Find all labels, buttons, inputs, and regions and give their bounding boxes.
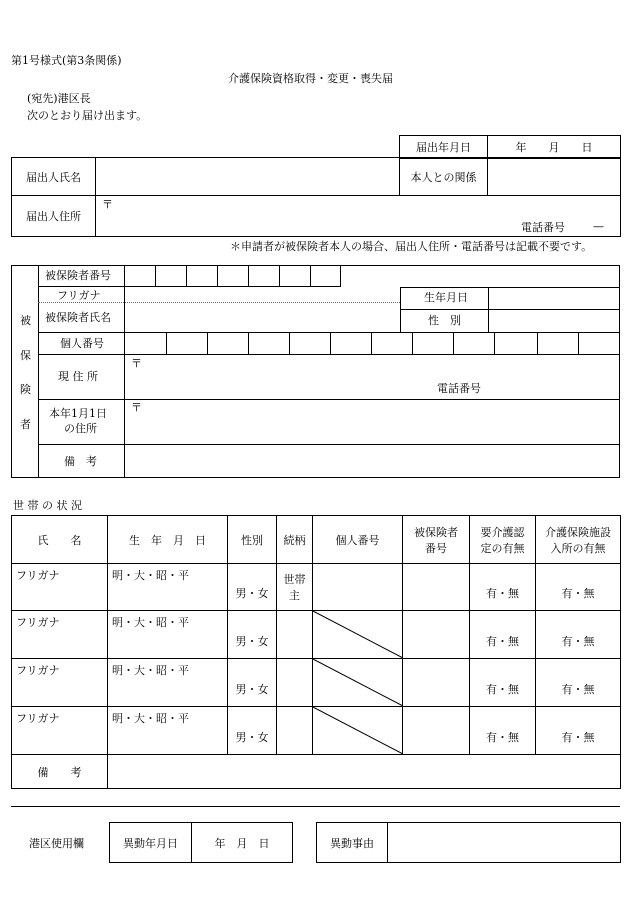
row-birth-cell[interactable]: 明・大・昭・平 xyxy=(108,707,228,755)
row-birth-cell[interactable]: 明・大・昭・平 xyxy=(108,611,228,659)
jan1-address-field[interactable] xyxy=(125,400,619,443)
relation-label: 本人との関係 xyxy=(400,158,488,196)
col-insured-no: 被保険者 番号 xyxy=(403,516,470,564)
relation-field[interactable] xyxy=(488,158,621,196)
slash-mark xyxy=(313,707,403,754)
insured-number-field[interactable] xyxy=(125,266,340,286)
applicant-table xyxy=(11,157,621,237)
form-title: 介護保険資格取得・変更・喪失届 xyxy=(228,72,393,85)
row-insured-no-cell[interactable] xyxy=(403,611,470,659)
applicant-note: ＊申請者が被保険者本人の場合、届出人住所・電話番号は記載不要です。 xyxy=(230,240,593,253)
col-facility: 介護保険施設 入所の有無 xyxy=(536,516,621,564)
applicant-address-label: 届出人住所 xyxy=(12,196,96,237)
slash-mark xyxy=(313,659,403,706)
current-address-field[interactable] xyxy=(125,355,619,398)
row-name-cell[interactable]: フリガナ xyxy=(12,564,108,611)
jan1-postal-mark: 〒 xyxy=(131,401,142,414)
col-sex: 性別 xyxy=(228,516,277,564)
insured-remarks-field[interactable] xyxy=(125,445,619,477)
applicant-name-field[interactable] xyxy=(96,158,400,196)
intro-text: 次のとおり届け出ます。 xyxy=(27,109,148,122)
insured-side-label-4: 者 xyxy=(20,418,31,431)
col-care: 要介護認 定の有無 xyxy=(470,516,536,564)
addressee: (宛先)港区長 xyxy=(27,92,91,105)
col-name: 氏 名 xyxy=(12,516,108,564)
row-name-cell[interactable]: フリガナ xyxy=(12,611,108,659)
applicant-name-label: 届出人氏名 xyxy=(12,158,96,196)
change-date-table xyxy=(109,822,293,863)
change-reason-label: 異動事由 xyxy=(317,823,388,863)
submission-date-label: 届出年月日 xyxy=(400,136,488,159)
insured-side-label-1: 被 xyxy=(20,314,31,327)
current-address-label: 現 住 所 xyxy=(58,370,98,383)
row-sex-cell[interactable]: 男・女 xyxy=(228,659,277,707)
col-birth: 生 年 月 日 xyxy=(108,516,228,564)
office-use-label: 港区使用欄 xyxy=(29,837,84,850)
personal-number-label: 個人番号 xyxy=(60,337,104,350)
applicant-address-field[interactable] xyxy=(96,196,621,237)
postal-mark: 〒 xyxy=(102,198,113,211)
slash-mark xyxy=(313,611,403,658)
divider xyxy=(11,806,620,807)
household-remarks-label: 備 考 xyxy=(12,755,108,789)
row-care-cell[interactable]: 有・無 xyxy=(470,611,536,659)
insured-side-label-3: 険 xyxy=(20,383,31,396)
row-relation-cell[interactable]: 世帯 主 xyxy=(277,564,313,611)
insured-number-label: 被保険者番号 xyxy=(45,269,111,282)
household-row xyxy=(12,707,621,755)
change-date-label: 異動年月日 xyxy=(110,823,192,863)
household-row xyxy=(12,564,621,611)
row-facility-cell[interactable]: 有・無 xyxy=(536,707,621,755)
row-personal-no-cell[interactable] xyxy=(313,564,403,611)
row-birth-cell[interactable]: 明・大・昭・平 xyxy=(108,659,228,707)
insured-remarks-label: 備 考 xyxy=(64,455,97,468)
row-personal-no-cell[interactable] xyxy=(313,611,403,659)
insured-phone-label: 電話番号 xyxy=(437,382,481,395)
row-insured-no-cell[interactable] xyxy=(403,564,470,611)
household-row xyxy=(12,659,621,707)
row-birth-cell[interactable]: 明・大・昭・平 xyxy=(108,564,228,611)
row-relation-cell[interactable] xyxy=(277,707,313,755)
row-personal-no-cell[interactable] xyxy=(313,707,403,755)
sex-field[interactable] xyxy=(489,310,619,332)
row-sex-cell[interactable]: 男・女 xyxy=(228,707,277,755)
current-postal-mark: 〒 xyxy=(131,357,142,370)
insured-side-label-2: 保 xyxy=(20,349,31,362)
row-personal-no-cell[interactable] xyxy=(313,659,403,707)
phone-dash: — xyxy=(593,220,604,233)
insured-name-label: 被保険者氏名 xyxy=(45,311,111,324)
submission-date-field[interactable]: 年 月 日 xyxy=(488,136,621,159)
change-reason-field[interactable] xyxy=(388,823,621,863)
household-row xyxy=(12,611,621,659)
furigana-label: フリガナ xyxy=(57,289,101,302)
row-facility-cell[interactable]: 有・無 xyxy=(536,611,621,659)
row-care-cell[interactable]: 有・無 xyxy=(470,564,536,611)
row-facility-cell[interactable]: 有・無 xyxy=(536,564,621,611)
col-personal-no: 個人番号 xyxy=(313,516,403,564)
household-table xyxy=(11,515,621,789)
row-sex-cell[interactable]: 男・女 xyxy=(228,611,277,659)
sex-label: 性 別 xyxy=(428,314,461,327)
submission-date-table xyxy=(399,135,621,159)
birth-date-label: 生年月日 xyxy=(424,291,468,304)
row-relation-cell[interactable] xyxy=(277,611,313,659)
personal-number-field[interactable] xyxy=(125,333,619,353)
row-insured-no-cell[interactable] xyxy=(403,659,470,707)
change-reason-table xyxy=(316,822,621,863)
row-care-cell[interactable]: 有・無 xyxy=(470,707,536,755)
jan1-address-label-2: の住所 xyxy=(64,422,97,435)
insured-name-field[interactable] xyxy=(125,287,399,332)
row-name-cell[interactable]: フリガナ xyxy=(12,707,108,755)
form-number: 第1号様式(第3条関係) xyxy=(11,54,122,67)
row-sex-cell[interactable]: 男・女 xyxy=(228,564,277,611)
row-name-cell[interactable]: フリガナ xyxy=(12,659,108,707)
applicant-phone-label: 電話番号 xyxy=(521,221,565,234)
row-facility-cell[interactable]: 有・無 xyxy=(536,659,621,707)
jan1-address-label: 本年1月1日 xyxy=(49,407,107,420)
row-care-cell[interactable]: 有・無 xyxy=(470,659,536,707)
change-date-field[interactable]: 年 月 日 xyxy=(192,823,293,863)
col-relation: 続柄 xyxy=(277,516,313,564)
household-remarks-field[interactable] xyxy=(108,755,621,789)
household-title: 世 帯 の 状 況 xyxy=(13,499,82,512)
row-relation-cell[interactable] xyxy=(277,659,313,707)
row-insured-no-cell[interactable] xyxy=(403,707,470,755)
birth-date-field[interactable] xyxy=(489,288,619,308)
